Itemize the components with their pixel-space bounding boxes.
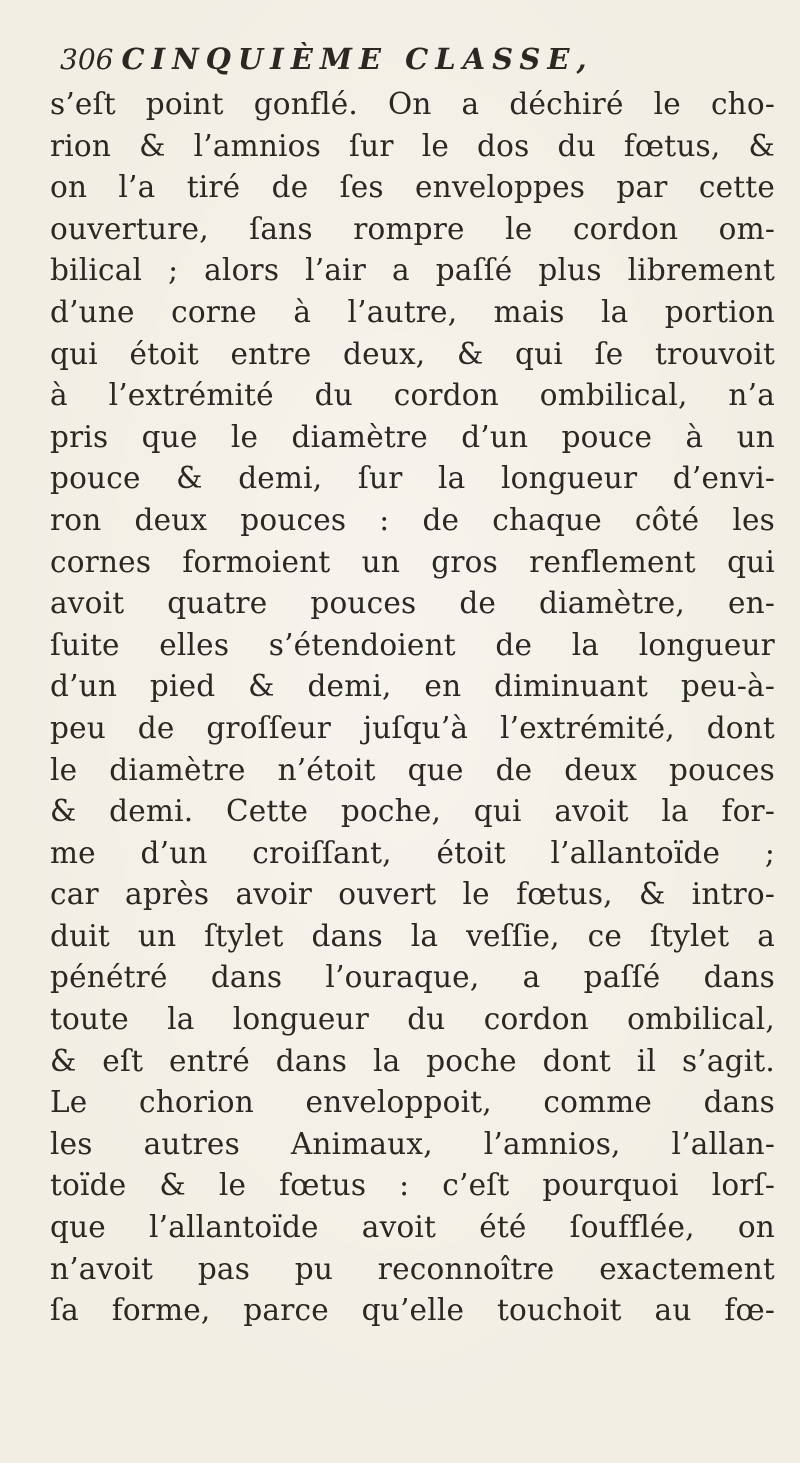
text-line: qui étoit entre deux, & qui ſe trouvoit <box>50 336 775 371</box>
text-line: duit un ſtylet dans la veſſie, ce ſtylet a <box>50 918 775 953</box>
page-number: 306 <box>60 43 114 76</box>
text-line: Le chorion enveloppoit, comme dans <box>50 1085 775 1120</box>
text-line: ouverture, ſans rompre le cordon om- <box>50 211 775 246</box>
text-line: & demi. Cette poche, qui avoit la for- <box>50 794 775 829</box>
text-line: le diamètre n’étoit que de deux pouces <box>50 752 775 787</box>
text-line: à l’extrémité du cordon ombilical, n’a <box>50 378 775 413</box>
text-line: me d’un croiſſant, étoit l’allantoïde ; <box>50 835 775 870</box>
text-line: rion & l’amnios ſur le dos du fœtus, & <box>50 128 775 163</box>
running-head: CINQUIÈME CLASSE, <box>121 42 594 76</box>
text-line: que l’allantoïde avoit été ſoufflée, on <box>50 1210 775 1245</box>
text-line: cornes formoient un gros renflement qui <box>50 544 775 579</box>
text-line: pouce & demi, ſur la longueur d’envi- <box>50 461 775 496</box>
text-line: les autres Animaux, l’amnios, l’allan- <box>50 1126 775 1161</box>
text-line: & eſt entré dans la poche dont il s’agit. <box>50 1043 775 1078</box>
text-line: ſa forme, parce qu’elle touchoit au fœ- <box>50 1293 775 1328</box>
body-text <box>50 84 775 1332</box>
text-line: d’un pied & demi, en diminuant peu-à- <box>50 669 775 704</box>
text-line: toute la longueur du cordon ombilical, <box>50 1002 775 1037</box>
text-line: on l’a tiré de ſes enveloppes par cette <box>50 170 775 205</box>
text-line: car après avoir ouvert le fœtus, & intro- <box>50 877 775 912</box>
text-line: pénétré dans l’ouraque, a paſſé dans <box>50 960 775 995</box>
text-line: avoit quatre pouces de diamètre, en- <box>50 586 775 621</box>
text-line: ſuite elles s’étendoient de la longueur <box>50 627 775 662</box>
text-line: s’eſt point gonflé. On a déchiré le cho- <box>50 87 775 121</box>
text-line: peu de groſſeur juſqu’à l’extrémité, dont <box>50 710 775 745</box>
text-line: toïde & le fœtus : c’eſt pourquoi lorſ- <box>50 1168 775 1203</box>
text-line: bilical ; alors l’air a paſſé plus librement <box>50 253 775 288</box>
text-line: ron deux pouces : de chaque côté les <box>50 502 775 537</box>
text-line: n’avoit pas pu reconnoître exactement <box>50 1251 775 1286</box>
text-line: d’une corne à l’autre, mais la portion <box>50 294 775 329</box>
text-line: pris que le diamètre d’un pouce à un <box>50 419 775 454</box>
